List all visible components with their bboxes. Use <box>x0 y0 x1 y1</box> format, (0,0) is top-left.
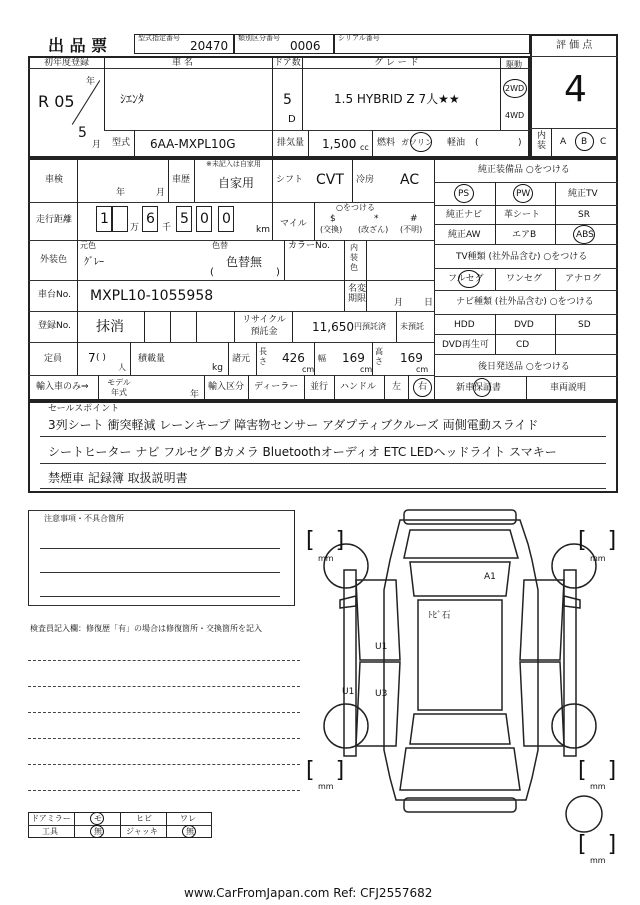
tire-bracket-front-left: [ ] <box>306 528 345 553</box>
caution-right-rule <box>294 510 295 606</box>
length-divider <box>256 342 257 375</box>
length-label: 長さ <box>259 347 267 366</box>
damage-mark-u1-b: U1 <box>342 687 355 697</box>
history-label: 車歴 <box>172 175 191 185</box>
equip-abs-circle <box>573 225 595 244</box>
mileage-digit-4: 0 <box>200 211 209 227</box>
handle-right: 右 <box>418 382 428 392</box>
capacity-paren: ( ) <box>96 353 106 363</box>
fuel-label: 燃料 <box>377 138 396 148</box>
car-name: ｼｴﾝﾀ <box>120 92 145 106</box>
parts-jack-circle <box>182 825 196 838</box>
eq-line-5 <box>434 268 618 269</box>
reg-col1-divider <box>104 56 105 130</box>
details-label-divider <box>77 158 78 375</box>
eq-line-9 <box>434 354 618 355</box>
handle-right-divider <box>408 375 409 401</box>
interior-grade-b: B <box>581 137 588 147</box>
damage-mark-u3: U3 <box>375 689 388 699</box>
shift-divider <box>272 158 273 202</box>
reg-no-value: 抹消 <box>96 319 124 335</box>
damage-mark-u1-a: U1 <box>375 642 388 652</box>
sales-point-line-3: 禁煙車 記録簿 取扱説明書 <box>48 471 188 485</box>
tv-oneseg: ワンセグ <box>506 274 543 284</box>
model-value: 6AA-MXPL10G <box>150 137 236 151</box>
inspector-line-3 <box>28 712 300 713</box>
drive-4wd: 4WD <box>505 111 525 120</box>
equip-pw-circle <box>513 184 533 203</box>
parts-vline-1 <box>74 812 75 838</box>
equip-std-navi: 純正ナビ <box>446 210 483 220</box>
orig-color: ｸﾞﾚｰ <box>84 257 104 268</box>
history-note: ※未記入は自家用 <box>206 160 261 168</box>
row-line-5 <box>28 342 434 343</box>
handle-right-circle <box>413 378 432 397</box>
caution-line-3 <box>40 596 280 597</box>
mile-label-divider <box>314 202 315 240</box>
first-reg-month: 5 <box>78 125 87 141</box>
eq-vline-1 <box>495 182 496 244</box>
recycle-label: リサイクル預託金 <box>242 315 286 337</box>
rear-warranty-circle <box>473 378 491 397</box>
parts-remote-circle <box>90 812 104 825</box>
interior-divider <box>530 128 618 129</box>
ac-label: 冷房 <box>356 175 375 185</box>
equip-std-aw: 純正AW <box>448 230 481 240</box>
equip-std-tv: 純正TV <box>568 189 598 199</box>
inspector-line-1 <box>28 660 300 661</box>
navi-hdd: HDD <box>454 320 475 330</box>
rear-warranty: 新車保証書 <box>456 383 502 393</box>
import-dealer: ディーラー <box>254 382 299 392</box>
sales-rule-1 <box>40 436 606 437</box>
damage-mark-a1: A1 <box>484 572 496 582</box>
rear-manual: 車両説明 <box>550 383 587 393</box>
mileage-mark-label: ○をつける <box>336 203 375 212</box>
eq-vline-2 <box>555 182 556 244</box>
drive-2wd-circle <box>503 79 527 98</box>
reg-bottom-line <box>104 130 530 131</box>
page-title: 出 品 票 <box>48 36 108 55</box>
shaken-year-unit: 年 <box>116 188 126 198</box>
dealer-divider <box>248 375 249 401</box>
caution-box <box>28 510 294 606</box>
height-divider <box>372 342 373 375</box>
mileage-digit-box-2 <box>112 206 128 232</box>
parts-jack-value: 無 <box>186 827 194 836</box>
mileage-hash-sub: (不明) <box>400 225 423 234</box>
doors-label: ドア数 <box>274 58 301 68</box>
displacement-value: 1,500 <box>322 137 357 151</box>
import-type-divider <box>204 375 205 401</box>
std-equipment-label: 純正装備品 ○をつける <box>478 165 570 175</box>
ac-divider <box>352 158 353 202</box>
repaint-paren-close: ) <box>276 267 280 278</box>
height-unit: cm <box>416 365 429 374</box>
load-label: 積載量 <box>138 354 166 364</box>
orig-color-label: 元色 <box>80 241 96 250</box>
mileage-star: * <box>374 214 379 224</box>
shaken-label: 車検 <box>45 175 64 185</box>
car-condition-diagram <box>300 500 620 840</box>
eq-line-3 <box>434 224 618 225</box>
tire-unit-front-right: mm <box>590 554 606 563</box>
eq-line-4 <box>434 244 618 245</box>
fuel-paren-open: ( <box>475 138 479 148</box>
height-value: 169 <box>400 351 423 365</box>
model-label-divider <box>134 130 135 158</box>
import-parallel: 並行 <box>310 382 329 392</box>
navi-vline-3 <box>495 334 496 354</box>
model-label: 型式 <box>112 138 131 148</box>
color-label: 外装色 <box>40 255 68 265</box>
inspector-line-5 <box>28 764 300 765</box>
mileage-km-unit: km <box>256 225 270 235</box>
score-value: 4 <box>564 69 587 110</box>
shaken-month-unit: 月 <box>156 188 166 198</box>
name-period-month: 月 <box>394 298 404 308</box>
reg-no-grid-3 <box>196 311 197 342</box>
mileage-dollar: $ <box>330 214 336 224</box>
tire-bracket-front-right: [ ] <box>578 528 617 553</box>
displacement-label-divider <box>308 130 309 158</box>
navi-sd: SD <box>578 320 591 330</box>
equip-sr: SR <box>578 210 590 220</box>
rear-vline <box>526 376 527 401</box>
recycle-unit: 円預託済 <box>354 322 386 331</box>
repaint-value: 色替無 <box>226 255 263 269</box>
fuel-gasoline: ガソリン <box>401 138 433 147</box>
tv-type-label: TV種類 (社外品含む) ○をつける <box>456 252 588 262</box>
import-label: 輸入車のみ⇒ <box>36 382 89 392</box>
doors-value: 5 <box>283 92 292 108</box>
parts-vline-2 <box>120 812 121 838</box>
drive-label: 駆動 <box>506 60 522 69</box>
navi-dvd: DVD <box>514 320 534 330</box>
ac-value: AC <box>400 172 420 188</box>
score-label: 評 価 点 <box>556 40 593 51</box>
details-right-divider <box>434 158 435 401</box>
caution-label: 注意事項・不具合箇所 <box>44 514 124 523</box>
mile-divider <box>272 202 273 240</box>
tv-vline-1 <box>495 268 496 290</box>
row-line-6 <box>28 375 434 376</box>
parallel-divider <box>304 375 305 401</box>
footer-watermark: www.CarFromJapan.com Ref: CFJ2557682 <box>184 886 433 900</box>
reg-col2-divider <box>272 56 273 130</box>
equip-airbag: エアB <box>512 230 537 240</box>
parts-tools-circle <box>90 825 104 838</box>
width-label: 幅 <box>318 354 326 363</box>
navi-vline-4 <box>555 334 556 354</box>
recycle-label-divider <box>292 311 293 342</box>
first-reg-year-unit: 年 <box>86 77 96 87</box>
eq-line-7 <box>434 314 618 315</box>
first-reg-label: 初年度登録 <box>44 58 90 68</box>
inspector-line-2 <box>28 686 300 687</box>
navi-vline-1 <box>495 314 496 334</box>
import-type-label: 輸入区分 <box>208 382 245 392</box>
capacity-label: 定員 <box>44 354 63 364</box>
interior-grade-c: C <box>600 137 607 147</box>
equip-ps: PS <box>458 189 470 199</box>
sales-points-label: セールスポイント <box>48 404 120 414</box>
row-line-3 <box>28 280 434 281</box>
first-reg-era: R 05 <box>38 92 75 111</box>
inspector-line-4 <box>28 738 300 739</box>
width-value: 169 <box>342 351 365 365</box>
category-value: 0006 <box>290 39 321 53</box>
eq-line-6 <box>434 290 618 291</box>
first-reg-month-unit: 月 <box>92 140 102 150</box>
equip-abs: ABS <box>576 230 594 240</box>
name-period-day: 日 <box>424 298 434 308</box>
reg-no-grid-2 <box>170 311 171 342</box>
tire-unit-spare: mm <box>590 856 606 865</box>
caution-line-2 <box>40 572 280 573</box>
capacity-value: 7 <box>88 351 96 365</box>
mileage-digit-2: 6 <box>146 211 155 227</box>
eq-line-1 <box>434 182 618 183</box>
eq-line-8 <box>434 334 618 335</box>
inspector-label: 検査員記入欄：修復歴「有」の場合は修復箇所・交換箇所を記入 <box>30 624 262 633</box>
score-divider <box>530 56 618 57</box>
dims-label: 諸元 <box>232 354 251 364</box>
shift-label: シフト <box>276 175 304 185</box>
navi-cd: CD <box>516 340 530 350</box>
rear-items-label: 後日発送品 ○をつける <box>478 362 570 372</box>
sales-point-line-1: 3列シート 衝突軽減 レーンキープ 障害物センサー アダプティブクルーズ 両側電動スライド <box>48 418 539 432</box>
parts-tools-value: 無 <box>94 827 102 836</box>
history-divider <box>168 158 169 202</box>
parts-break: ワレ <box>180 814 196 823</box>
interior-grade-a: A <box>560 137 567 147</box>
model-year-divider <box>98 375 99 401</box>
interior-label: 内装 <box>537 131 547 151</box>
interior-label-divider <box>551 128 552 158</box>
equip-leather: 革シート <box>504 210 541 220</box>
handle-divider <box>334 375 335 401</box>
drive-2wd: 2WD <box>505 84 525 93</box>
load-divider <box>130 342 131 375</box>
serial-label: シリアル番号 <box>338 34 380 42</box>
repaint-label: 色替 <box>212 241 228 250</box>
mileage-star-sub: (改ざん) <box>358 225 389 234</box>
mileage-dollar-sub: (交換) <box>320 225 343 234</box>
tire-unit-rear-left: mm <box>318 782 334 791</box>
sales-point-line-2: シートヒーター ナビ フルセグ Bカメラ Bluetoothオーディオ ETC LEDヘッドライト スマキー <box>48 445 557 459</box>
displacement-label: 排気量 <box>277 138 305 148</box>
interior-grade-b-circle <box>575 132 594 151</box>
model-year-label: モデル年式 <box>107 378 131 397</box>
width-divider <box>314 342 315 375</box>
height-label: 高さ <box>375 347 383 366</box>
shift-value: CVT <box>316 172 344 188</box>
equip-pw: PW <box>516 189 531 199</box>
equip-ps-circle <box>454 184 474 203</box>
row-line-4 <box>28 311 434 312</box>
eq-line-2 <box>434 205 618 206</box>
name-period-label: 名変期限 <box>348 284 367 304</box>
parts-jack: ジャッキ <box>126 827 158 836</box>
load-kg-unit: kg <box>212 363 223 373</box>
mileage-digit-1: 1 <box>100 211 109 227</box>
fuel-diesel: 軽油 <box>447 138 466 148</box>
tire-bracket-rear-right: [ ] <box>578 758 617 783</box>
mileage-man-unit: 万 <box>130 223 140 233</box>
recycle-unpaid: 未預託 <box>400 322 424 331</box>
reg-no-label: 登録No. <box>38 321 71 331</box>
grade-label: グ レ ー ド <box>374 58 419 68</box>
fuel-divider <box>372 130 373 158</box>
car-name-label: 車 名 <box>172 58 193 68</box>
mileage-hash: # <box>410 214 418 224</box>
interior-color-label: 内装色 <box>350 243 358 272</box>
mileage-sen-unit: 千 <box>162 223 172 233</box>
tv-vline-2 <box>555 268 556 290</box>
navi-type-label: ナビ種類 (社外品含む) ○をつける <box>456 297 594 307</box>
model-designation-value: 20470 <box>190 39 229 53</box>
tv-analog: アナログ <box>565 274 602 284</box>
parts-crack: ヒビ <box>136 814 152 823</box>
tire-unit-rear-right: mm <box>590 782 606 791</box>
length-value: 426 <box>282 351 305 365</box>
parts-tools: 工具 <box>42 827 58 836</box>
tire-bracket-rear-left: [ ] <box>306 758 345 783</box>
recycle-value: 11,650 <box>312 320 354 334</box>
tire-bracket-spare: [ ] <box>578 832 617 857</box>
history-value: 自家用 <box>218 176 255 190</box>
category-label: 類別区分番号 <box>238 34 280 42</box>
reg-col4-divider <box>500 56 501 130</box>
model-year-unit: 年 <box>190 390 200 400</box>
inspector-line-6 <box>28 790 300 791</box>
tv-fullseg-circle <box>458 270 480 288</box>
parts-remote: モ <box>94 814 102 823</box>
parts-vline-3 <box>166 812 167 838</box>
navi-vline-2 <box>555 314 556 334</box>
dims-divider <box>228 342 229 375</box>
displacement-divider <box>272 130 273 158</box>
recycle-unpaid-divider <box>396 311 397 342</box>
mileage-digit-3: 5 <box>180 211 189 227</box>
repaint-paren-open: ( <box>210 267 214 278</box>
displacement-unit: cc <box>360 143 369 152</box>
sales-rule-3 <box>40 488 606 489</box>
navi-dvd-play: DVD再生可 <box>442 340 489 350</box>
color-no-divider <box>284 240 285 280</box>
caution-line-1 <box>40 548 280 549</box>
fuel-gasoline-circle <box>410 132 432 152</box>
capacity-unit: 人 <box>118 363 126 372</box>
mile-label: マイル <box>280 219 307 229</box>
mileage-label: 走行距離 <box>36 215 73 225</box>
door-type: D <box>288 114 296 125</box>
handle-left: 左 <box>392 382 402 392</box>
parts-door-mirror: ドアミラー <box>31 814 71 823</box>
model-designation-label: 型式指定番号 <box>138 34 180 42</box>
tv-fullseg: フルセグ <box>448 274 484 284</box>
fuel-paren-close: ) <box>518 138 522 148</box>
history-label-divider <box>194 158 195 202</box>
chassis-label: 車台No. <box>38 290 71 300</box>
caution-top-rule <box>28 510 294 511</box>
handle-label: ハンドル <box>340 382 377 392</box>
reg-col3-divider <box>302 56 303 130</box>
handle-left-divider <box>384 375 385 401</box>
sales-rule-2 <box>40 463 606 464</box>
width-unit: cm <box>360 365 373 374</box>
reg-no-grid-1 <box>144 311 145 342</box>
grade-value: 1.5 HYBRID Z 7人★★ <box>334 92 460 106</box>
recycle-divider <box>234 311 235 342</box>
caution-bottom-rule <box>28 605 294 606</box>
mileage-digit-5: 0 <box>222 211 231 227</box>
length-unit: cm <box>302 365 315 374</box>
damage-mark-roof: ﾄﾋﾞ石 <box>428 611 451 621</box>
chassis-value: MXPL10-1055958 <box>90 288 214 304</box>
tire-unit-front-left: mm <box>318 554 334 563</box>
interior-color-divider <box>344 240 345 311</box>
color-no-label: カラーNo. <box>288 241 330 251</box>
